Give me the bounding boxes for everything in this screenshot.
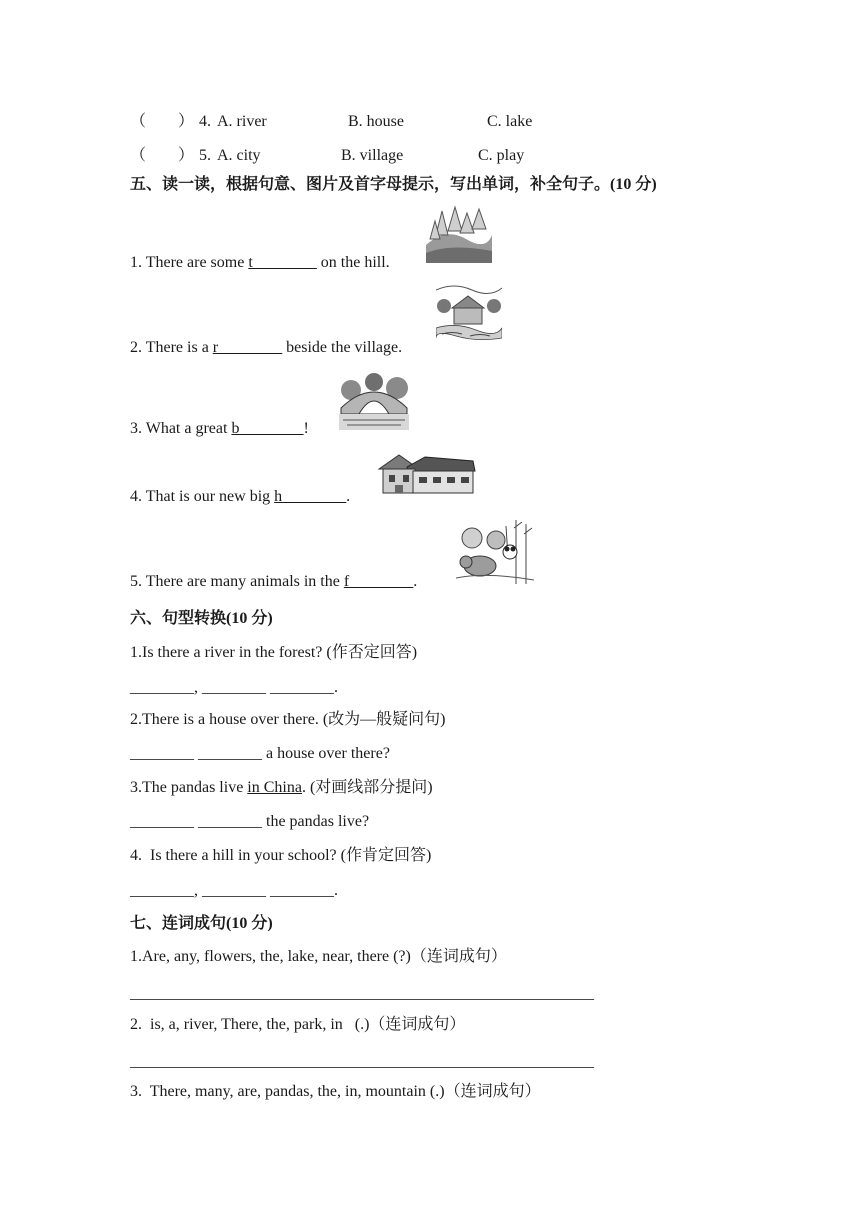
question-number: 5. bbox=[199, 147, 211, 164]
prompt-text: 3.The pandas live bbox=[130, 779, 248, 796]
fill-item-5 bbox=[130, 572, 417, 592]
item-text: 3. What a great bbox=[130, 420, 232, 437]
bridge-picture bbox=[339, 372, 409, 430]
question-number: 4. bbox=[199, 113, 211, 130]
reorder-q3-prompt: 3. There, many, are, pandas, the, in, mountain (.)（连词成句） bbox=[130, 1083, 541, 1100]
option-b: B. house bbox=[348, 113, 404, 130]
option-a: A. river bbox=[217, 113, 267, 130]
river-village-picture bbox=[436, 282, 502, 344]
fill-item-3 bbox=[130, 419, 309, 439]
house-picture bbox=[377, 451, 477, 495]
item-text: 1. There are some bbox=[130, 254, 249, 271]
item-text: . bbox=[413, 573, 418, 590]
item-text: 4. That is our new big bbox=[130, 488, 275, 505]
answer-paren[interactable]: （ ） bbox=[130, 113, 195, 130]
answer-blank[interactable]: ________ bbox=[282, 488, 347, 505]
transform-q3-prompt bbox=[130, 778, 433, 798]
fill-item-4 bbox=[130, 487, 350, 507]
item-text: beside the village. bbox=[282, 339, 403, 356]
item-text: . bbox=[346, 488, 351, 505]
trees-on-hill-picture bbox=[426, 205, 492, 263]
transform-q4-answer[interactable]: ________, ________ ________. bbox=[130, 882, 338, 899]
item-text: 2. There is a bbox=[130, 339, 213, 356]
transform-q2-prompt: 2.There is a house over there. (改为—般疑问句) bbox=[130, 711, 446, 728]
answer-paren[interactable]: （ ） bbox=[130, 147, 195, 164]
option-c: C. play bbox=[478, 147, 525, 164]
section-7-heading: 七、连词成句(10 分) bbox=[130, 915, 273, 932]
reorder-q2-answer-line[interactable]: __________________________________________________________ bbox=[130, 1053, 594, 1070]
reorder-q2-prompt: 2. is, a, river, There, the, park, in (.)（连词成句） bbox=[130, 1016, 466, 1033]
initial-letter: h bbox=[274, 488, 283, 505]
transform-q4-prompt: 4. Is there a hill in your school? (作肯定回答) bbox=[130, 847, 432, 864]
transform-q2-answer[interactable]: ________ ________ a house over there? bbox=[130, 745, 390, 762]
reorder-q1-prompt: 1.Are, any, flowers, the, lake, near, there (?)（连词成句） bbox=[130, 948, 507, 965]
transform-q1-prompt: 1.Is there a river in the forest? (作否定回答) bbox=[130, 644, 418, 661]
item-text: on the hill. bbox=[316, 254, 390, 271]
forest-animals-picture bbox=[456, 518, 534, 586]
option-a: A. city bbox=[217, 147, 261, 164]
fill-item-2 bbox=[130, 338, 402, 358]
item-text: ! bbox=[303, 420, 309, 437]
option-c: C. lake bbox=[487, 113, 533, 130]
transform-q3-answer[interactable]: ________ ________ the pandas live? bbox=[130, 813, 370, 830]
prompt-text: . (对画线部分提问) bbox=[301, 779, 433, 796]
section-5-heading: 五、读一读，根据句意、图片及首字母提示，写出单词，补全句子。(10 分) bbox=[130, 176, 657, 193]
section-6-heading: 六、句型转换(10 分) bbox=[130, 610, 273, 627]
initial-letter: t bbox=[248, 254, 253, 271]
initial-letter: b bbox=[231, 420, 240, 437]
fill-item-1 bbox=[130, 253, 390, 273]
initial-letter: r bbox=[212, 339, 219, 356]
answer-blank[interactable]: ________ bbox=[239, 420, 304, 437]
initial-letter: f bbox=[343, 573, 350, 590]
answer-blank[interactable]: ________ bbox=[252, 254, 317, 271]
underlined-phrase: in China bbox=[247, 779, 302, 796]
transform-q1-answer[interactable]: ________, ________ ________. bbox=[130, 679, 338, 696]
option-b: B. village bbox=[341, 147, 404, 164]
answer-blank[interactable]: ________ bbox=[349, 573, 414, 590]
reorder-q1-answer-line[interactable]: __________________________________________________________ bbox=[130, 985, 594, 1002]
item-text: 5. There are many animals in the bbox=[130, 573, 344, 590]
answer-blank[interactable]: ________ bbox=[218, 339, 283, 356]
